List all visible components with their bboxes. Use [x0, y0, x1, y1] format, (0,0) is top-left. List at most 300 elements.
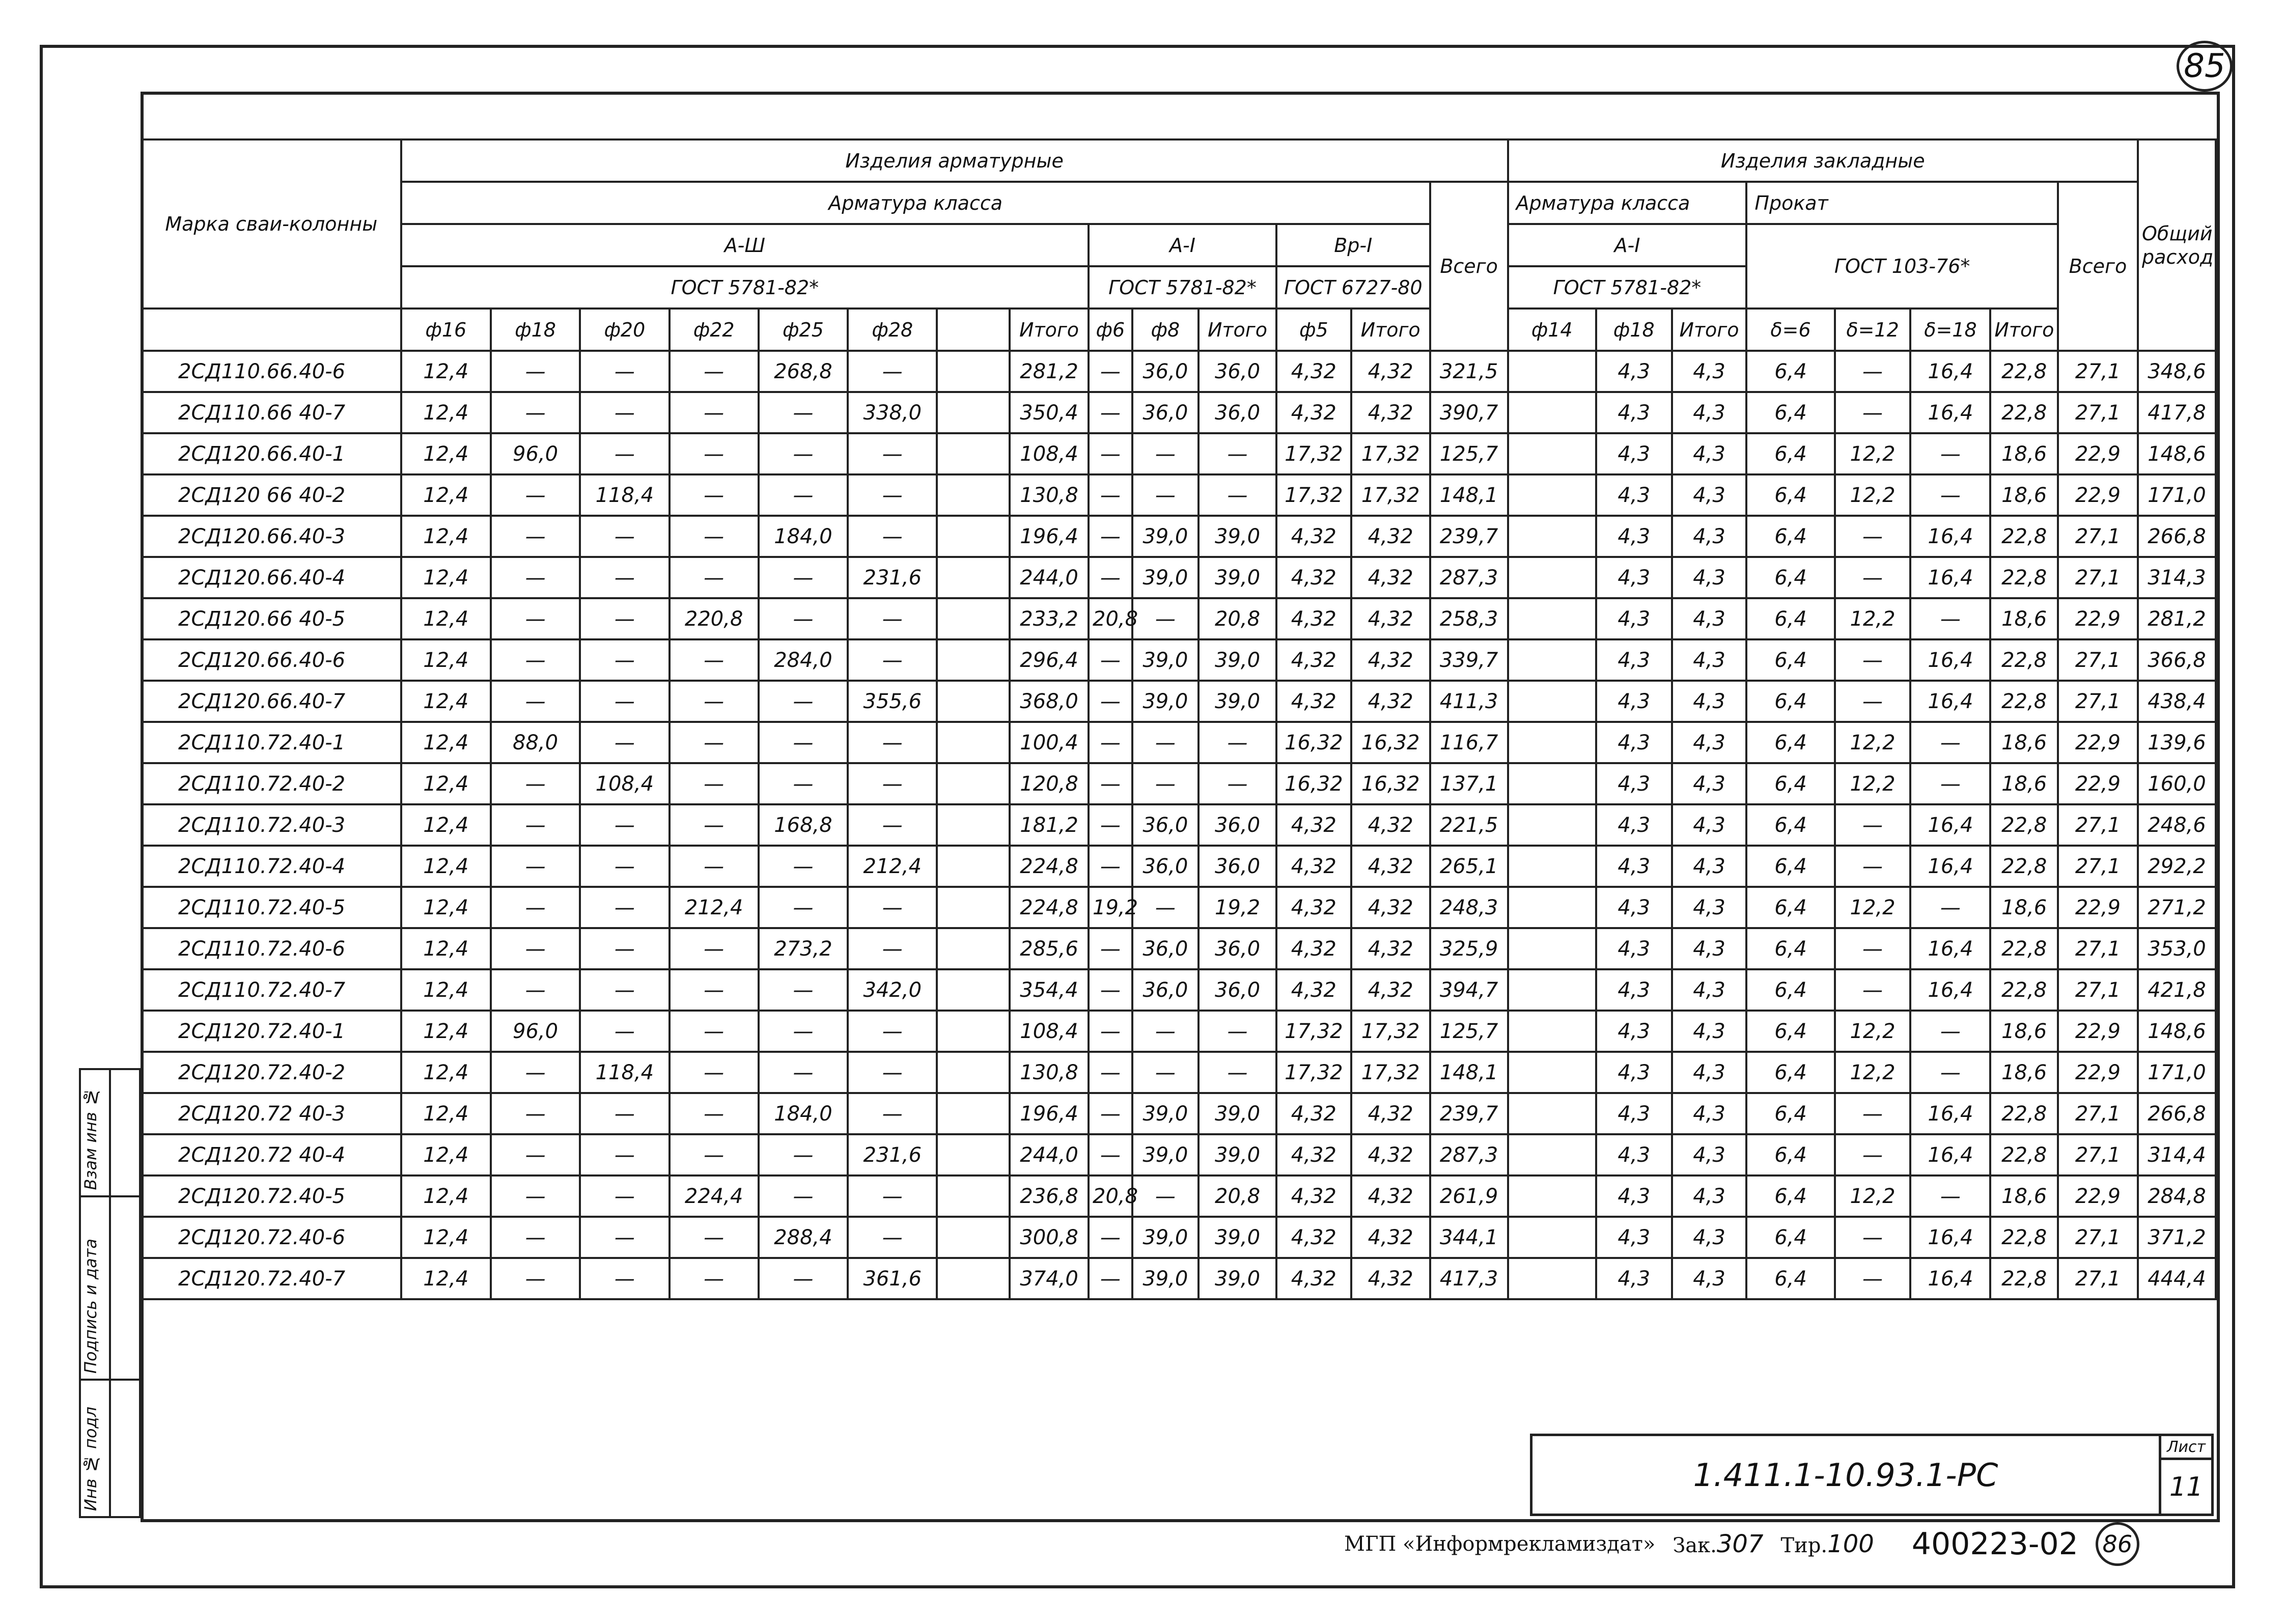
col-header: ф18	[1596, 309, 1672, 351]
value-cell: 296,4	[1010, 639, 1089, 681]
value-cell: 444,4	[2138, 1258, 2216, 1299]
value-cell: 22,8	[1990, 639, 2057, 681]
class-a3-header: А-Ш	[401, 224, 1089, 266]
value-cell: 4,3	[1672, 1258, 1747, 1299]
mark-cell: 2СД110.72.40-7	[142, 969, 401, 1011]
value-cell: —	[848, 1217, 937, 1258]
value-cell: —	[759, 722, 848, 763]
value-cell: —	[491, 1134, 580, 1175]
value-cell: —	[580, 1093, 669, 1134]
value-cell: 4,32	[1351, 639, 1430, 681]
value-cell: 4,3	[1672, 1093, 1747, 1134]
value-cell: 4,32	[1351, 1093, 1430, 1134]
value-cell: 22,9	[2058, 433, 2138, 474]
value-cell: 27,1	[2058, 804, 2138, 846]
value-cell: 4,3	[1596, 351, 1672, 392]
value-cell: 6,4	[1746, 516, 1834, 557]
mark-cell: 2СД110.72.40-4	[142, 846, 401, 887]
value-cell: 4,3	[1672, 474, 1747, 516]
value-cell: —	[1835, 681, 1911, 722]
table-row	[142, 763, 2216, 804]
mark-cell: 2СД120.72 40-4	[142, 1134, 401, 1175]
stamp-cell	[80, 1380, 110, 1517]
value-cell: —	[1089, 681, 1132, 722]
value-cell: —	[670, 433, 759, 474]
table-row	[142, 1093, 2216, 1134]
value-cell: 284,8	[2138, 1175, 2216, 1217]
value-cell	[1508, 474, 1596, 516]
col-header: ф8	[1132, 309, 1199, 351]
value-cell: —	[759, 846, 848, 887]
value-cell: 139,6	[2138, 722, 2216, 763]
value-cell: 27,1	[2058, 681, 2138, 722]
value-cell: 16,4	[1910, 1258, 1990, 1299]
value-cell: —	[1910, 1011, 1990, 1052]
value-cell: 6,4	[1746, 1052, 1834, 1093]
value-cell: —	[1089, 557, 1132, 598]
specification-body	[142, 351, 2216, 1299]
value-cell: 4,32	[1276, 1093, 1351, 1134]
value-cell	[1508, 1011, 1596, 1052]
value-cell: 4,32	[1351, 1258, 1430, 1299]
value-cell: —	[759, 887, 848, 928]
value-cell: 6,4	[1746, 1093, 1834, 1134]
value-cell	[937, 846, 1010, 887]
value-cell: 12,4	[401, 351, 491, 392]
value-cell: 17,32	[1351, 433, 1430, 474]
value-cell: 181,2	[1010, 804, 1089, 846]
value-cell: 12,4	[401, 598, 491, 639]
table-row	[142, 351, 2216, 392]
value-cell: —	[580, 846, 669, 887]
value-cell: 6,4	[1746, 1175, 1834, 1217]
value-cell	[1508, 804, 1596, 846]
mark-cell: 2СД110.72.40-6	[142, 928, 401, 969]
value-cell: —	[1089, 804, 1132, 846]
emb-armature-class-header: Арматура класса	[1508, 182, 1747, 224]
value-cell: —	[1199, 433, 1276, 474]
value-cell: —	[580, 969, 669, 1011]
value-cell: 12,2	[1835, 722, 1911, 763]
value-cell: 4,3	[1672, 846, 1747, 887]
value-cell: 22,8	[1990, 681, 2057, 722]
value-cell: 22,8	[1990, 557, 2057, 598]
value-cell: 4,3	[1672, 1052, 1747, 1093]
value-cell: 27,1	[2058, 969, 2138, 1011]
mark-cell: 2СД110.72.40-3	[142, 804, 401, 846]
value-cell: —	[670, 1217, 759, 1258]
value-cell: 361,6	[848, 1258, 937, 1299]
value-cell: —	[1910, 887, 1990, 928]
value-cell: 118,4	[580, 1052, 669, 1093]
value-cell: 231,6	[848, 1134, 937, 1175]
value-cell: 16,4	[1910, 1217, 1990, 1258]
value-cell: 12,2	[1835, 763, 1911, 804]
emb-total-header: Всего	[2058, 182, 2138, 351]
value-cell: —	[580, 557, 669, 598]
value-cell: 137,1	[1430, 763, 1508, 804]
value-cell: 224,8	[1010, 846, 1089, 887]
value-cell: 22,8	[1990, 846, 2057, 887]
value-cell: 16,32	[1276, 722, 1351, 763]
value-cell: —	[491, 1258, 580, 1299]
value-cell: 281,2	[1010, 351, 1089, 392]
value-cell: —	[670, 846, 759, 887]
value-cell: 17,32	[1276, 1052, 1351, 1093]
value-cell: 12,4	[401, 887, 491, 928]
value-cell	[937, 433, 1010, 474]
value-cell	[1508, 846, 1596, 887]
value-cell: —	[1835, 392, 1911, 433]
value-cell: 6,4	[1746, 557, 1834, 598]
value-cell: 36,0	[1132, 969, 1199, 1011]
value-cell: —	[759, 392, 848, 433]
value-cell: —	[848, 1175, 937, 1217]
value-cell: 12,4	[401, 969, 491, 1011]
value-cell: 224,4	[670, 1175, 759, 1217]
value-cell: —	[1132, 763, 1199, 804]
value-cell: 4,3	[1672, 969, 1747, 1011]
value-cell	[1508, 1052, 1596, 1093]
value-cell: 22,8	[1990, 392, 2057, 433]
value-cell: 6,4	[1746, 804, 1834, 846]
col-header: ф16	[401, 309, 491, 351]
value-cell: —	[1132, 433, 1199, 474]
table-row	[142, 887, 2216, 928]
value-cell: 108,4	[1010, 433, 1089, 474]
col-header: Итого	[1672, 309, 1747, 351]
value-cell: 4,3	[1596, 1011, 1672, 1052]
value-cell: 6,4	[1746, 1011, 1834, 1052]
value-cell: 16,32	[1351, 763, 1430, 804]
value-cell: 4,32	[1276, 1134, 1351, 1175]
value-cell	[937, 722, 1010, 763]
value-cell: 12,4	[401, 1175, 491, 1217]
value-cell: 36,0	[1132, 928, 1199, 969]
value-cell: —	[848, 474, 937, 516]
value-cell: 120,8	[1010, 763, 1089, 804]
value-cell: 39,0	[1199, 1093, 1276, 1134]
mark-cell: 2СД120.72.40-5	[142, 1175, 401, 1217]
value-cell: 22,8	[1990, 1093, 2057, 1134]
value-cell: 411,3	[1430, 681, 1508, 722]
table-row	[142, 557, 2216, 598]
value-cell: 148,1	[1430, 1052, 1508, 1093]
value-cell: 248,6	[2138, 804, 2216, 846]
value-cell: 16,4	[1910, 928, 1990, 969]
value-cell: 4,3	[1672, 392, 1747, 433]
table-row	[142, 516, 2216, 557]
value-cell: —	[1132, 1011, 1199, 1052]
value-cell	[1508, 1175, 1596, 1217]
value-cell: —	[759, 433, 848, 474]
value-cell: 366,8	[2138, 639, 2216, 681]
value-cell: 39,0	[1132, 681, 1199, 722]
diameter-header-row	[142, 309, 2216, 351]
stamp-cell	[110, 1380, 140, 1517]
value-cell: 36,0	[1199, 804, 1276, 846]
mark-cell: 2СД120.66.40-7	[142, 681, 401, 722]
value-cell	[1508, 1134, 1596, 1175]
value-cell: —	[759, 474, 848, 516]
value-cell: 16,4	[1910, 351, 1990, 392]
value-cell	[1508, 1093, 1596, 1134]
value-cell: 344,1	[1430, 1217, 1508, 1258]
value-cell: 148,1	[1430, 474, 1508, 516]
value-cell: 16,4	[1910, 392, 1990, 433]
value-cell: 4,3	[1672, 804, 1747, 846]
col-header: Итого	[1990, 309, 2057, 351]
value-cell: 16,4	[1910, 516, 1990, 557]
value-cell: —	[670, 804, 759, 846]
value-cell: —	[1089, 639, 1132, 681]
value-cell: 36,0	[1199, 846, 1276, 887]
value-cell: 248,3	[1430, 887, 1508, 928]
side-stamp	[79, 1068, 141, 1516]
value-cell: 16,4	[1910, 804, 1990, 846]
value-cell: 12,2	[1835, 1052, 1911, 1093]
value-cell: 438,4	[2138, 681, 2216, 722]
value-cell: 4,3	[1596, 722, 1672, 763]
value-cell: 271,2	[2138, 887, 2216, 928]
value-cell: 12,4	[401, 433, 491, 474]
value-cell: —	[848, 639, 937, 681]
value-cell: —	[1089, 516, 1132, 557]
value-cell	[1508, 928, 1596, 969]
value-cell	[937, 1217, 1010, 1258]
value-cell: —	[1199, 722, 1276, 763]
value-cell: —	[491, 887, 580, 928]
value-cell: —	[848, 722, 937, 763]
mark-cell: 2СД120.72.40-6	[142, 1217, 401, 1258]
value-cell: 20,8	[1089, 1175, 1132, 1217]
value-cell	[1508, 433, 1596, 474]
value-cell: —	[759, 763, 848, 804]
value-cell: 390,7	[1430, 392, 1508, 433]
value-cell: —	[1910, 722, 1990, 763]
value-cell: 4,32	[1351, 516, 1430, 557]
value-cell: —	[1835, 516, 1911, 557]
value-cell: 6,4	[1746, 969, 1834, 1011]
value-cell: 4,32	[1351, 557, 1430, 598]
value-cell: —	[848, 1093, 937, 1134]
value-cell: 292,2	[2138, 846, 2216, 887]
value-cell: 39,0	[1132, 1217, 1199, 1258]
value-cell	[1508, 639, 1596, 681]
value-cell: 244,0	[1010, 557, 1089, 598]
mark-cell: 2СД110.72.40-2	[142, 763, 401, 804]
value-cell: 39,0	[1132, 639, 1199, 681]
value-cell: 417,8	[2138, 392, 2216, 433]
col-header	[937, 309, 1010, 351]
value-cell: 6,4	[1746, 928, 1834, 969]
value-cell: —	[580, 804, 669, 846]
rolled-header: Прокат	[1746, 182, 2058, 224]
value-cell: 6,4	[1746, 887, 1834, 928]
gost-rolled-header: ГОСТ 103-76*	[1746, 224, 2058, 309]
value-cell: 4,3	[1672, 557, 1747, 598]
value-cell: —	[491, 1217, 580, 1258]
value-cell: —	[1089, 763, 1132, 804]
value-cell	[937, 763, 1010, 804]
value-cell: —	[1089, 969, 1132, 1011]
value-cell: —	[580, 681, 669, 722]
value-cell: 4,32	[1276, 516, 1351, 557]
col-header: ф25	[759, 309, 848, 351]
value-cell: —	[580, 516, 669, 557]
value-cell: 12,4	[401, 639, 491, 681]
col-header: ф14	[1508, 309, 1596, 351]
value-cell: 22,8	[1990, 969, 2057, 1011]
value-cell: 339,7	[1430, 639, 1508, 681]
value-cell	[937, 969, 1010, 1011]
armature-class-header: Арматура класса	[401, 182, 1430, 224]
value-cell: —	[759, 598, 848, 639]
value-cell: 18,6	[1990, 474, 2057, 516]
value-cell	[937, 1258, 1010, 1299]
value-cell: 12,4	[401, 474, 491, 516]
value-cell: 6,4	[1746, 1217, 1834, 1258]
value-cell: —	[1089, 433, 1132, 474]
stamp-cell	[110, 1196, 140, 1380]
value-cell: —	[1089, 1258, 1132, 1299]
value-cell: —	[580, 351, 669, 392]
value-cell: 36,0	[1199, 392, 1276, 433]
value-cell: 4,32	[1276, 887, 1351, 928]
value-cell: 6,4	[1746, 392, 1834, 433]
stamp-cell	[80, 1196, 110, 1380]
value-cell: 96,0	[491, 433, 580, 474]
value-cell: —	[1199, 474, 1276, 516]
value-cell: —	[491, 516, 580, 557]
value-cell: 4,3	[1672, 1217, 1747, 1258]
stamp-label-replaced-inv: Взам инв №	[81, 1087, 100, 1190]
value-cell	[1508, 887, 1596, 928]
value-cell: 368,0	[1010, 681, 1089, 722]
col-header: ф18	[491, 309, 580, 351]
value-cell: —	[670, 681, 759, 722]
value-cell: 374,0	[1010, 1258, 1089, 1299]
value-cell	[937, 1052, 1010, 1093]
value-cell: —	[491, 474, 580, 516]
value-cell: —	[1835, 1134, 1911, 1175]
value-cell: —	[1199, 1011, 1276, 1052]
value-cell: 16,4	[1910, 969, 1990, 1011]
value-cell: 4,3	[1672, 598, 1747, 639]
value-cell: —	[848, 1011, 937, 1052]
value-cell: 4,3	[1672, 433, 1747, 474]
value-cell: 39,0	[1199, 639, 1276, 681]
value-cell: 16,4	[1910, 557, 1990, 598]
value-cell: 36,0	[1132, 846, 1199, 887]
value-cell: 16,4	[1910, 639, 1990, 681]
value-cell: 4,3	[1672, 1175, 1747, 1217]
value-cell: 12,4	[401, 681, 491, 722]
value-cell: 314,4	[2138, 1134, 2216, 1175]
emb-class-a1-header: А-I	[1508, 224, 1747, 266]
table-row	[142, 474, 2216, 516]
value-cell: 4,32	[1351, 392, 1430, 433]
value-cell: 12,4	[401, 392, 491, 433]
value-cell: —	[491, 969, 580, 1011]
value-cell: 88,0	[491, 722, 580, 763]
value-cell: 18,6	[1990, 887, 2057, 928]
value-cell: 20,8	[1199, 598, 1276, 639]
value-cell: 212,4	[848, 846, 937, 887]
value-cell: 27,1	[2058, 639, 2138, 681]
mark-cell: 2СД120.66.40-6	[142, 639, 401, 681]
value-cell: —	[491, 598, 580, 639]
value-cell: —	[759, 1011, 848, 1052]
value-cell: —	[1835, 1217, 1911, 1258]
value-cell: 4,32	[1276, 928, 1351, 969]
stamp-cell	[80, 1069, 110, 1196]
value-cell: 236,8	[1010, 1175, 1089, 1217]
value-cell: 196,4	[1010, 516, 1089, 557]
publisher: МГП «Информрекламиздат»	[1344, 1532, 1656, 1556]
value-cell: —	[580, 392, 669, 433]
col-header: Итого	[1010, 309, 1089, 351]
value-cell: 18,6	[1990, 1011, 2057, 1052]
value-cell: 4,32	[1351, 598, 1430, 639]
value-cell: —	[580, 433, 669, 474]
value-cell: 261,9	[1430, 1175, 1508, 1217]
value-cell	[1508, 763, 1596, 804]
value-cell: 22,9	[2058, 763, 2138, 804]
value-cell: 22,8	[1990, 516, 2057, 557]
value-cell: 39,0	[1199, 681, 1276, 722]
value-cell: —	[1132, 722, 1199, 763]
sheet-label: Лист	[2160, 1435, 2213, 1459]
value-cell: 244,0	[1010, 1134, 1089, 1175]
value-cell: —	[848, 804, 937, 846]
value-cell: 27,1	[2058, 1258, 2138, 1299]
value-cell: —	[491, 846, 580, 887]
col-header: ф28	[848, 309, 937, 351]
value-cell: 17,32	[1351, 474, 1430, 516]
mark-header-spacer	[142, 309, 401, 351]
mark-header: Марка сваи-колонны	[142, 139, 401, 309]
value-cell: —	[670, 392, 759, 433]
value-cell: 196,4	[1010, 1093, 1089, 1134]
value-cell: 39,0	[1132, 557, 1199, 598]
value-cell: 12,2	[1835, 474, 1911, 516]
value-cell: 6,4	[1746, 1134, 1834, 1175]
value-cell: 100,4	[1010, 722, 1089, 763]
value-cell: 17,32	[1351, 1011, 1430, 1052]
value-cell: —	[1132, 474, 1199, 516]
value-cell: 184,0	[759, 1093, 848, 1134]
value-cell: 39,0	[1132, 1258, 1199, 1299]
mark-cell: 2СД120.66.40-1	[142, 433, 401, 474]
value-cell: 239,7	[1430, 516, 1508, 557]
value-cell	[1508, 351, 1596, 392]
value-cell: 108,4	[1010, 1011, 1089, 1052]
table-row	[142, 1175, 2216, 1217]
sheet-number: 11	[2160, 1459, 2213, 1515]
value-cell	[1508, 557, 1596, 598]
value-cell: 22,8	[1990, 1134, 2057, 1175]
value-cell: 4,32	[1276, 392, 1351, 433]
doc-number: 400223-02	[1911, 1526, 2078, 1562]
document-code: 1.411.1-10.93.1-РС	[1531, 1435, 2160, 1515]
value-cell: 265,1	[1430, 846, 1508, 887]
value-cell: 300,8	[1010, 1217, 1089, 1258]
mark-cell: 2СД120 66 40-2	[142, 474, 401, 516]
value-cell: 17,32	[1276, 1011, 1351, 1052]
value-cell: 160,0	[2138, 763, 2216, 804]
value-cell: —	[491, 1175, 580, 1217]
